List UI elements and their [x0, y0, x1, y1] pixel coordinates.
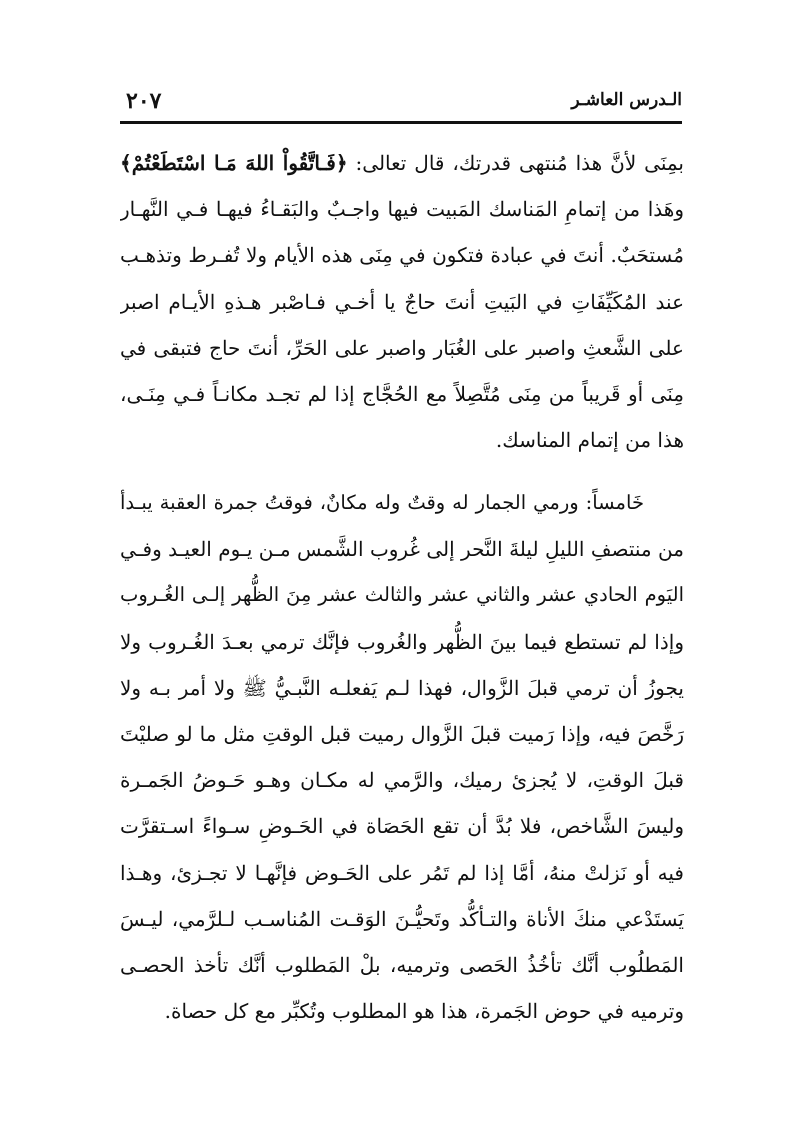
text-line: عند المُكَيِّفَاتِ في البَيتِ أنتَ حاجٌ يا أخـي فـاصْبر هـذهِ الأيـام اصبر	[120, 289, 684, 314]
running-header	[120, 88, 682, 120]
text-line: مِنَى أو قَريباً من مِنَى مُتَّصِلاً مع الحُجَّاج إذا لم تجـد مكانـاً فـي مِنَـى،	[120, 381, 684, 406]
text-line: خَامساً: ورمي الجمار له وقتٌ وله مكانٌ، فوقتُ جمرة العقبة يبـدأ	[120, 491, 644, 514]
chapter-title: الـدرس العاشـر	[571, 90, 682, 110]
text-line: فيه أو نَزلتْ منهُ، أمَّا إذا لم تَمُر على الحَـوض فإنَّهـا لا تجـزئ، وهـذا	[120, 860, 684, 885]
text-line: مُستحَبٌ. أنتَ في عبادة فتكون في مِنَى هذه الأيام ولا تُفـرط وتذهـب	[120, 243, 684, 268]
text-line: هذا من إتمام المناسك.	[495, 428, 684, 453]
text-line: اليَوم الحادي عشر والثاني عشر والثالث عشر مِنَ الظُّهر إلـى الغُـروب	[120, 583, 684, 607]
header-divider	[120, 121, 682, 124]
text-line: وليسَ الشَّاخص، فلا بُدَّ أن تقع الحَصَاة في الحَـوضِ سـواءً اسـتقرَّت	[120, 814, 684, 839]
page-number: ٢٠٧	[126, 88, 162, 114]
text-line: رَخَّصَ فيه، وإذا رَميت قبلَ الزَّوال رميت قبل الوقتِ مثل ما لو صليْتَ	[120, 721, 684, 746]
text-line: وهَذا من إتمامِ المَناسك المَبيت فيها واجـبٌ والبَقـاءُ فيهـا فـي النَّهـار	[120, 197, 684, 222]
paragraph-2	[120, 480, 684, 1034]
text-line: يَستَدْعي منكَ الأناة والتـأكُّد وتَحيُّـنَ الوَقـت المُناسـب لـلرَّمي، ليـسَ	[120, 906, 684, 931]
quran-verse: ﴿فَـاتَّقُواْ اللهَ مَـا اسْتَطَعْتُمْ﴾	[120, 151, 348, 175]
text-segment: بمِنَى لأنَّ هذا مُنتهى قدرتك، قال تعالى:	[347, 151, 684, 175]
text-line: المَطلُوب أنَّك تأخُذُ الحَصى وترميه، بلْ المَطلوب أنَّك تأخذ الحصـى	[120, 952, 684, 977]
text-line	[120, 140, 684, 186]
text-line: وترميه في حوض الجَمرة، هذا هو المطلوب وتُكبِّر مع كل حصاة.	[164, 999, 684, 1024]
text-line: قبلَ الوقتِ، لا يُجزئ رميك، والرَّمي له مكـان وهـو حَـوضُ الجَمـرة	[120, 768, 684, 793]
paragraph-1	[120, 140, 684, 463]
text-line: على الشَّعثِ واصبر على الغُبَار واصبر على الحَرِّ، أنتَ حاج فتبقى في	[120, 335, 684, 360]
text-line: من منتصفِ الليلِ ليلةَ النَّحر إلى غُروب الشَّمس مـن يـوم العيـد وفـي	[120, 537, 684, 562]
text-line: وإذا لم تستطع فيما بينَ الظُّهر والغُروب فإنَّك ترمي بعـدَ الغُـروب ولا	[120, 629, 684, 654]
text-line: يجوزُ أن ترمي قبلَ الزَّوال، فهذا لـم يَفعلـه النَّبـيُّ ﷺ ولا أمر بـه ولا	[120, 675, 684, 700]
